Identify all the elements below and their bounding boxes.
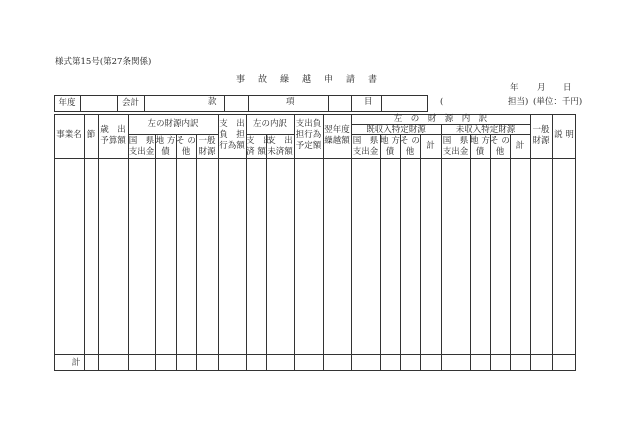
- col-divider: [510, 134, 511, 371]
- header-obligation: 支 出 負 担 行為額: [219, 119, 245, 151]
- form-number-label: 様式第15号(第27条関係): [55, 57, 152, 67]
- header-unreceived-local-bond: 地 方 債: [470, 136, 490, 157]
- col-divider: [552, 114, 553, 371]
- col-divider: [441, 124, 442, 371]
- contact-person-label: 担当): [508, 97, 529, 107]
- info-divider: [328, 95, 329, 112]
- header-received-other: そ の 他: [400, 136, 420, 157]
- col-divider: [323, 114, 324, 371]
- account-field[interactable]: [144, 95, 206, 112]
- header-unpaid: 支 出 未済額: [267, 136, 293, 157]
- header-funding-group: 左の財源内訳: [147, 119, 199, 129]
- header-received-total: 計: [426, 141, 435, 151]
- col-divider: [98, 114, 99, 371]
- sub-item-label: 目: [364, 97, 373, 107]
- footer-total-label: 計: [71, 358, 81, 368]
- header-unreceived-national: 国 県 支出金: [442, 136, 469, 157]
- header-national: 国 県 支出金: [128, 136, 155, 157]
- info-divider: [351, 95, 352, 112]
- col-divider: [490, 134, 491, 371]
- header-local-bond: 地 方 債: [155, 136, 176, 157]
- header-received-local-bond: 地 方 債: [380, 136, 400, 157]
- header-explanation: 説 明: [554, 130, 574, 140]
- col-divider: [176, 134, 177, 371]
- total-row-divider: [54, 354, 576, 355]
- col-divider: [380, 134, 381, 371]
- header-breakdown-group: 左の内訳: [252, 119, 287, 129]
- header-received-national: 国 県 支出金: [352, 136, 379, 157]
- sub-item-field[interactable]: [381, 95, 428, 112]
- header-unreceived-other: そ の 他: [490, 136, 510, 157]
- col-divider: [400, 134, 401, 371]
- header-general: 一般 財源: [198, 136, 216, 157]
- header-bottom-line: [54, 158, 576, 159]
- item-label: 項: [286, 97, 295, 107]
- header-paid: 支 出 済 額: [246, 136, 272, 157]
- header-received-group: 既収入特定財源: [366, 125, 426, 135]
- section-field[interactable]: [224, 95, 248, 112]
- col-divider: [530, 114, 531, 371]
- header-project-name: 事業名: [56, 130, 82, 140]
- page-title: 事故繰越申請書: [236, 75, 391, 85]
- col-divider: [196, 134, 197, 371]
- header-budget: 歳 出 予算額: [100, 125, 126, 146]
- col-divider: [218, 114, 219, 371]
- header-carryover: 翌年度 繰越額: [324, 125, 350, 146]
- header-unreceived-total: 計: [515, 141, 525, 151]
- account-label: 会計: [121, 98, 139, 108]
- funding-group-line: [128, 134, 218, 135]
- date-year-label: 年: [510, 83, 519, 93]
- fiscal-year-field[interactable]: [80, 95, 117, 112]
- date-day-label: 日: [563, 83, 572, 93]
- header-other: そ の 他: [176, 136, 196, 157]
- header-section: 節: [86, 130, 96, 140]
- section-label: 款: [208, 97, 217, 107]
- col-divider: [294, 114, 295, 371]
- breakdown-group-line: [246, 134, 294, 135]
- col-divider: [420, 134, 421, 371]
- unit-label: (単位：千円): [533, 97, 583, 107]
- col-divider: [266, 134, 267, 371]
- col-divider: [470, 134, 471, 371]
- col-divider: [84, 114, 85, 371]
- header-unreceived-group: 未収入特定財源: [455, 125, 516, 135]
- item-field[interactable]: [248, 95, 284, 112]
- header-general-right: 一般 財源: [532, 125, 550, 146]
- date-month-label: 月: [537, 83, 546, 93]
- contact-open-paren: (: [440, 97, 444, 107]
- col-divider: [155, 134, 156, 371]
- fiscal-year-label: 年度: [58, 98, 76, 108]
- header-right-group: 左 の 財 源 内 訳: [393, 114, 488, 124]
- header-planned: 支出負 担行為 予定額: [295, 119, 322, 151]
